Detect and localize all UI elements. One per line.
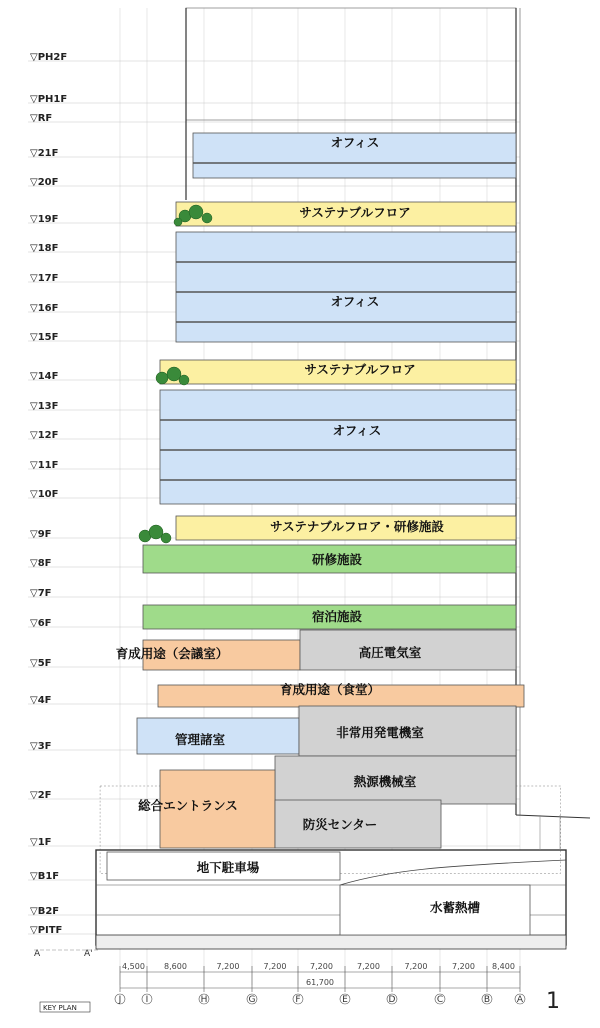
zone-label: 高圧電気室 [358, 645, 422, 660]
zone-label: オフィス [330, 294, 380, 309]
zone-label: 非常用発電機室 [336, 725, 424, 740]
grid-span-dimension: 7,200 [404, 962, 428, 971]
grid-axis-label: E [342, 995, 348, 1005]
floor-label: ▽PH1F [30, 94, 68, 105]
grid-span-dimension: 7,200 [310, 962, 333, 971]
floor-label: ▽10F [30, 489, 59, 500]
zone-label: 育成用途（会議室） [115, 646, 229, 661]
grid-axis-label: G [248, 995, 256, 1005]
grid-axis-label: I [145, 995, 149, 1005]
grid-axis-label: J [118, 995, 122, 1005]
zone-label: 地下駐車場 [196, 860, 260, 875]
floor-label: ▽RF [30, 113, 53, 124]
zone-label: 熱源機械室 [353, 774, 417, 789]
zone-label: 管理諸室 [174, 732, 226, 747]
grid-axis-label: A [516, 995, 524, 1005]
zone-label: 水蓄熱槽 [429, 900, 481, 915]
floor-label: ▽19F [30, 214, 59, 225]
floor-label: ▽11F [30, 460, 59, 471]
floor-label: ▽B1F [30, 871, 60, 882]
grid-total-dimension: 61,700 [306, 978, 334, 987]
zone-label: 防災センター [302, 817, 378, 832]
floor-level-labels [30, 52, 67, 936]
floor-label: ▽PH2F [30, 52, 68, 63]
grid-span-dimension: 8,400 [492, 962, 515, 971]
floor-label: ▽9F [30, 529, 52, 540]
grid-span-dimension: 7,200 [452, 962, 475, 971]
floor-label: ▽12F [30, 430, 59, 441]
zone-label: 育成用途（食堂） [279, 682, 381, 697]
grid-span-dimension: 8,600 [164, 962, 187, 971]
grid-dimension-string [115, 962, 525, 1005]
floor-label: ▽18F [30, 243, 59, 254]
section-mark-a: A [34, 949, 41, 959]
zone-label: 総合エントランス [138, 798, 238, 813]
floor-label: ▽3F [30, 741, 52, 752]
zone-office [176, 232, 516, 342]
key-plan-label: KEY PLAN [43, 1004, 77, 1012]
floor-label: ▽4F [30, 695, 52, 706]
zone-label: サステナブルフロア・研修施設 [270, 519, 444, 534]
floor-label: ▽15F [30, 332, 59, 343]
zone-office [160, 390, 516, 504]
floor-label: ▽PITF [30, 925, 63, 936]
floor-label: ▽13F [30, 401, 59, 412]
floor-label: ▽B2F [30, 906, 60, 917]
zone-label: 研修施設 [311, 552, 363, 567]
page-number: 1 [546, 989, 560, 1014]
floor-label: ▽17F [30, 273, 59, 284]
zone-label: サステナブルフロア [304, 362, 416, 377]
floor-label: ▽14F [30, 371, 59, 382]
program-zones [107, 133, 530, 935]
grid-span-dimension: 7,200 [263, 962, 287, 971]
floor-label: ▽8F [30, 558, 52, 569]
zone-label: オフィス [330, 135, 380, 150]
zone-label: 宿泊施設 [311, 609, 363, 624]
zone-label: サステナブルフロア [299, 205, 411, 220]
grid-axis-label: C [436, 995, 444, 1005]
floor-label: ▽2F [30, 790, 52, 801]
floor-label: ▽1F [30, 837, 52, 848]
zone-label: オフィス [332, 423, 382, 438]
grid-axis-label: H [200, 995, 208, 1005]
grid-axis-label: F [295, 995, 301, 1005]
floor-label: ▽6F [30, 618, 52, 629]
grid-span-dimension: 7,200 [216, 962, 240, 971]
floor-label: ▽21F [30, 148, 59, 159]
floor-label: ▽20F [30, 177, 59, 188]
floor-label: ▽5F [30, 658, 52, 669]
grid-axis-label: D [388, 995, 396, 1005]
section-mark-a-prime: A' [84, 949, 93, 959]
grid-span-dimension: 4,500 [122, 962, 145, 971]
grid-span-dimension: 7,200 [357, 962, 380, 971]
grid-axis-label: B [483, 995, 491, 1005]
floor-label: ▽7F [30, 588, 52, 599]
floor-label: ▽16F [30, 303, 59, 314]
